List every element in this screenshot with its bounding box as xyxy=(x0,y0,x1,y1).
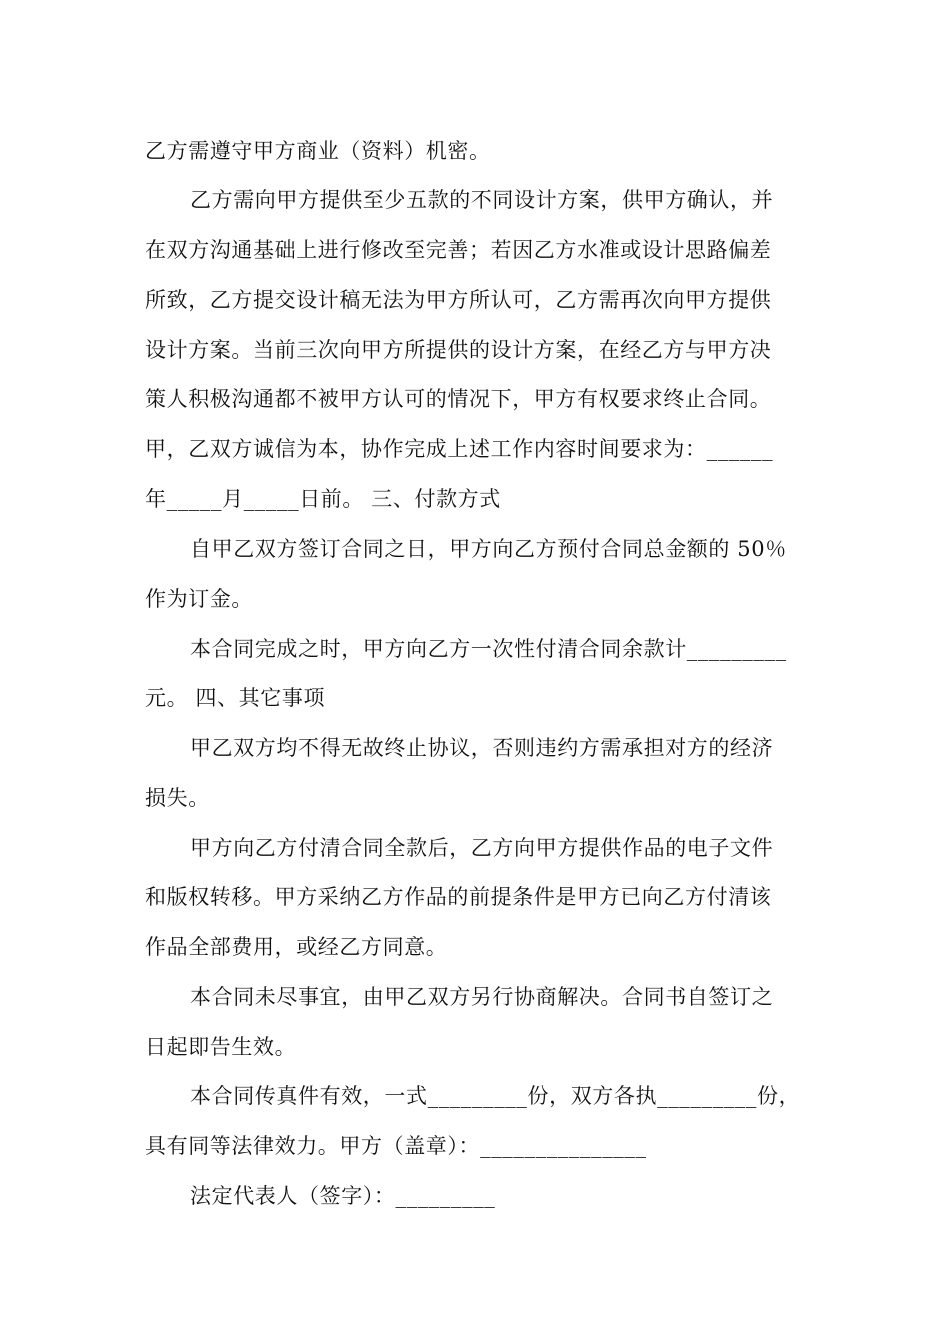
text-line-12: 元。 四、其它事项 xyxy=(145,686,326,710)
text-line-14: 损失。 xyxy=(145,786,210,810)
text-line-11: 本合同完成之时，甲方向乙方一次性付清合同余款计_________ xyxy=(190,637,787,661)
text-line-9: 自甲乙双方签订合同之日，甲方向乙方预付合同总金额的 50％ xyxy=(190,537,787,561)
text-line-4: 所致，乙方提交设计稿无法为甲方所认可，乙方需再次向甲方提供 xyxy=(145,288,772,312)
text-line-17: 作品全部费用，或经乙方同意。 xyxy=(145,935,448,959)
text-line-19: 日起即告生效。 xyxy=(145,1035,297,1059)
text-line-1: 乙方需遵守甲方商业（资料）机密。 xyxy=(145,139,491,163)
text-line-16: 和版权转移。甲方采纳乙方作品的前提条件是甲方已向乙方付清该 xyxy=(145,885,772,909)
text-line-5: 设计方案。当前三次向甲方所提供的设计方案，在经乙方与甲方决 xyxy=(145,338,772,362)
text-line-10: 作为订金。 xyxy=(145,587,253,611)
text-line-21: 具有同等法律效力。甲方（盖章）：_______________ xyxy=(145,1134,647,1158)
text-line-2: 乙方需向甲方提供至少五款的不同设计方案，供甲方确认，并 xyxy=(190,188,774,212)
text-line-20: 本合同传真件有效，一式_________份，双方各执_________份， xyxy=(190,1084,801,1108)
text-line-6: 策人积极沟通都不被甲方认可的情况下，甲方有权要求终止合同。 xyxy=(145,387,772,411)
text-line-22: 法定代表人（签字）：_________ xyxy=(190,1184,496,1208)
text-line-18: 本合同未尽事宜，由甲乙双方另行协商解决。合同书自签订之 xyxy=(190,985,774,1009)
text-line-3: 在双方沟通基础上进行修改至完善；若因乙方水准或设计思路偏差 xyxy=(145,238,772,262)
text-line-8: 年_____月_____日前。 三、付款方式 xyxy=(145,487,501,511)
text-line-7: 甲，乙双方诚信为本，协作完成上述工作内容时间要求为：______ xyxy=(145,437,774,461)
text-line-13: 甲乙双方均不得无故终止协议，否则违约方需承担对方的经济 xyxy=(190,736,774,760)
text-line-15: 甲方向乙方付清合同全款后，乙方向甲方提供作品的电子文件 xyxy=(190,836,774,860)
